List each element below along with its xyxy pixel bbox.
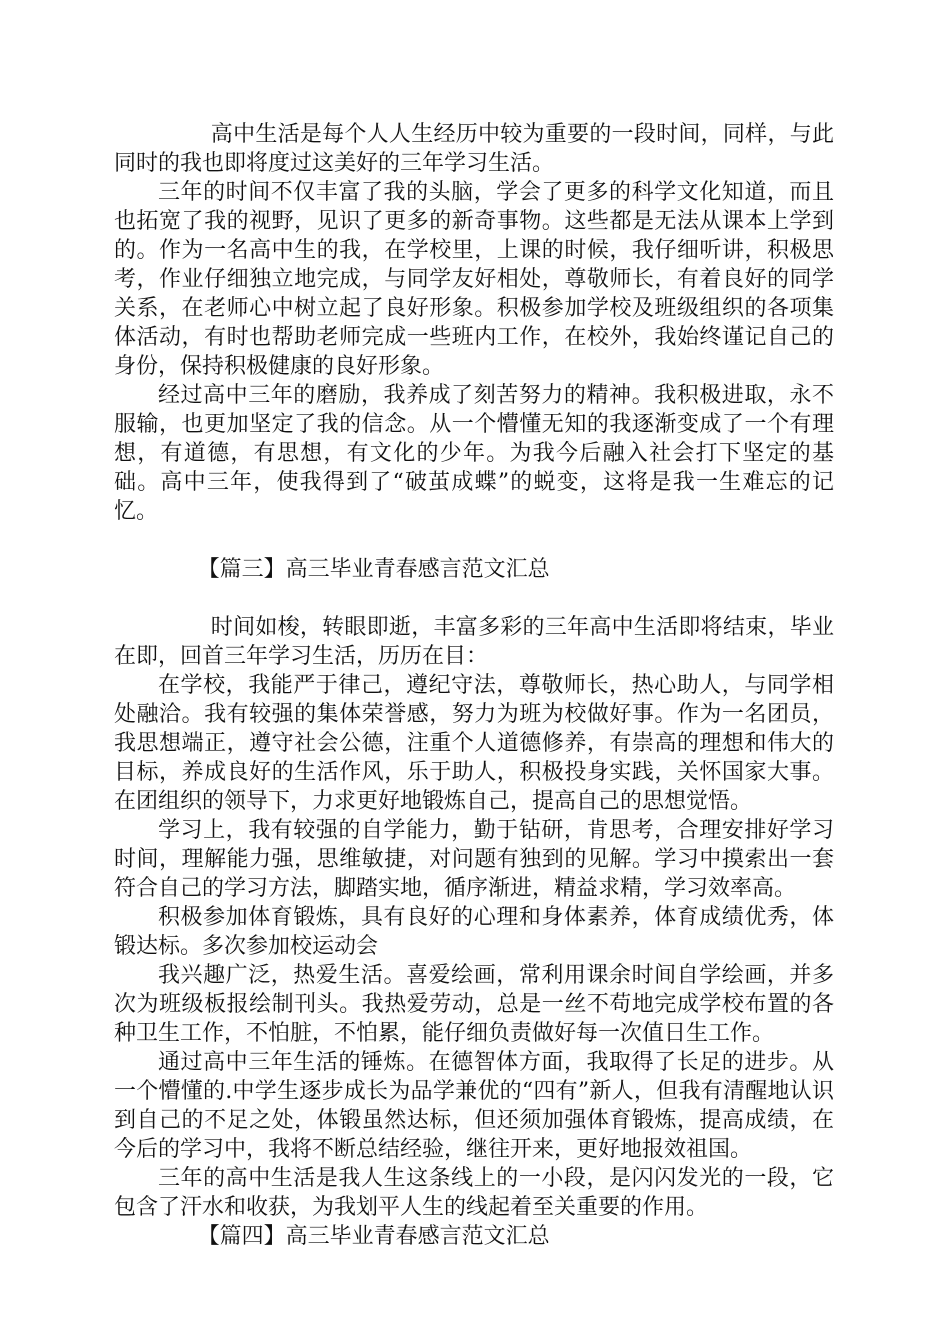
paragraph: 积极参加体育锻炼，具有良好的心理和身体素养，体育成绩优秀，体锻达标。多次参加校运动会	[114, 905, 834, 959]
paragraph: 时间如梭，转眼即逝，丰富多彩的三年高中生活即将结束，毕业在即，回首三年学习生活，历历在目：	[114, 615, 834, 669]
spacer	[114, 584, 834, 613]
paragraph: 我兴趣广泛，热爱生活。喜爱绘画，常利用课余时间自学绘画，并多次为班级板报绘制刊头。我热爱劳动，总是一丝不苟地完成学校布置的各种卫生工作，不怕脏，不怕累，能仔细负责做好每一次值日生工作。	[114, 963, 834, 1046]
paragraph: 通过高中三年生活的锤炼。在德智体方面，我取得了长足的进步。从一个懵懂的.中学生逐步成长为品学兼优的“四有”新人，但我有清醒地认识到自己的不足之处，体锻虽然达标，但还须加强体育锻炼，提高成绩，在今后的学习中，我将不断总结经验，继往开来，更好地报效祖国。	[114, 1050, 834, 1162]
paragraph: 高中生活是每个人人生经历中较为重要的一段时间，同样，与此同时的我也即将度过这美好的三年学习生活。	[114, 122, 834, 176]
paragraph: 三年的时间不仅丰富了我的头脑，学会了更多的科学文化知道，而且也拓宽了我的视野，见识了更多的新奇事物。这些都是无法从课本上学到的。作为一名高中生的我，在学校里，上课的时候，我仔细听讲，积极思考，作业仔细独立地完成，与同学友好相处，尊敬师长，有着良好的同学关系，在老师心中树立起了良好形象。积极参加学校及班级组织的各项集体活动，有时也帮助老师完成一些班内工作，在校外，我始终谨记自己的身份，保持积极健康的良好形象。	[114, 180, 834, 379]
paragraph: 在学校，我能严于律己，遵纪守法，尊敬师长，热心助人，与同学相处融洽。我有较强的集体荣誉感，努力为班为校做好事。作为一名团员，我思想端正，遵守社会公德，注重个人道德修养，有崇高的理想和伟大的目标，养成良好的生活作风，乐于助人，积极投身实践，关怀国家大事。在团组织的领导下，力求更好地锻炼自己，提高自己的思想觉悟。	[114, 673, 834, 814]
spacer	[114, 526, 834, 555]
paragraph: 三年的高中生活是我人生这条线上的一小段，是闪闪发光的一段，它包含了汗水和收获，为我划平人生的线起着至关重要的作用。	[114, 1166, 834, 1220]
section-heading: 【篇三】高三毕业青春感言范文汇总	[197, 557, 550, 582]
paragraph: 学习上，我有较强的自学能力，勤于钻研，肯思考，合理安排好学习时间，理解能力强，思维敏捷，对问题有独到的见解。学习中摸索出一套符合自己的学习方法，脚踏实地，循序渐进，精益求精，学习效率高。	[114, 818, 834, 901]
document-body	[114, 120, 834, 1251]
section-heading: 【篇四】高三毕业青春感言范文汇总	[197, 1224, 550, 1249]
paragraph: 经过高中三年的磨励，我养成了刻苦努力的精神。我积极进取，永不服输，也更加坚定了我的信念。从一个懵懂无知的我逐渐变成了一个有理想，有道德，有思想，有文化的少年。为我今后融入社会打下坚定的基础。高中三年，使我得到了“破茧成蝶”的蜕变，这将是我一生难忘的记忆。	[114, 383, 834, 524]
